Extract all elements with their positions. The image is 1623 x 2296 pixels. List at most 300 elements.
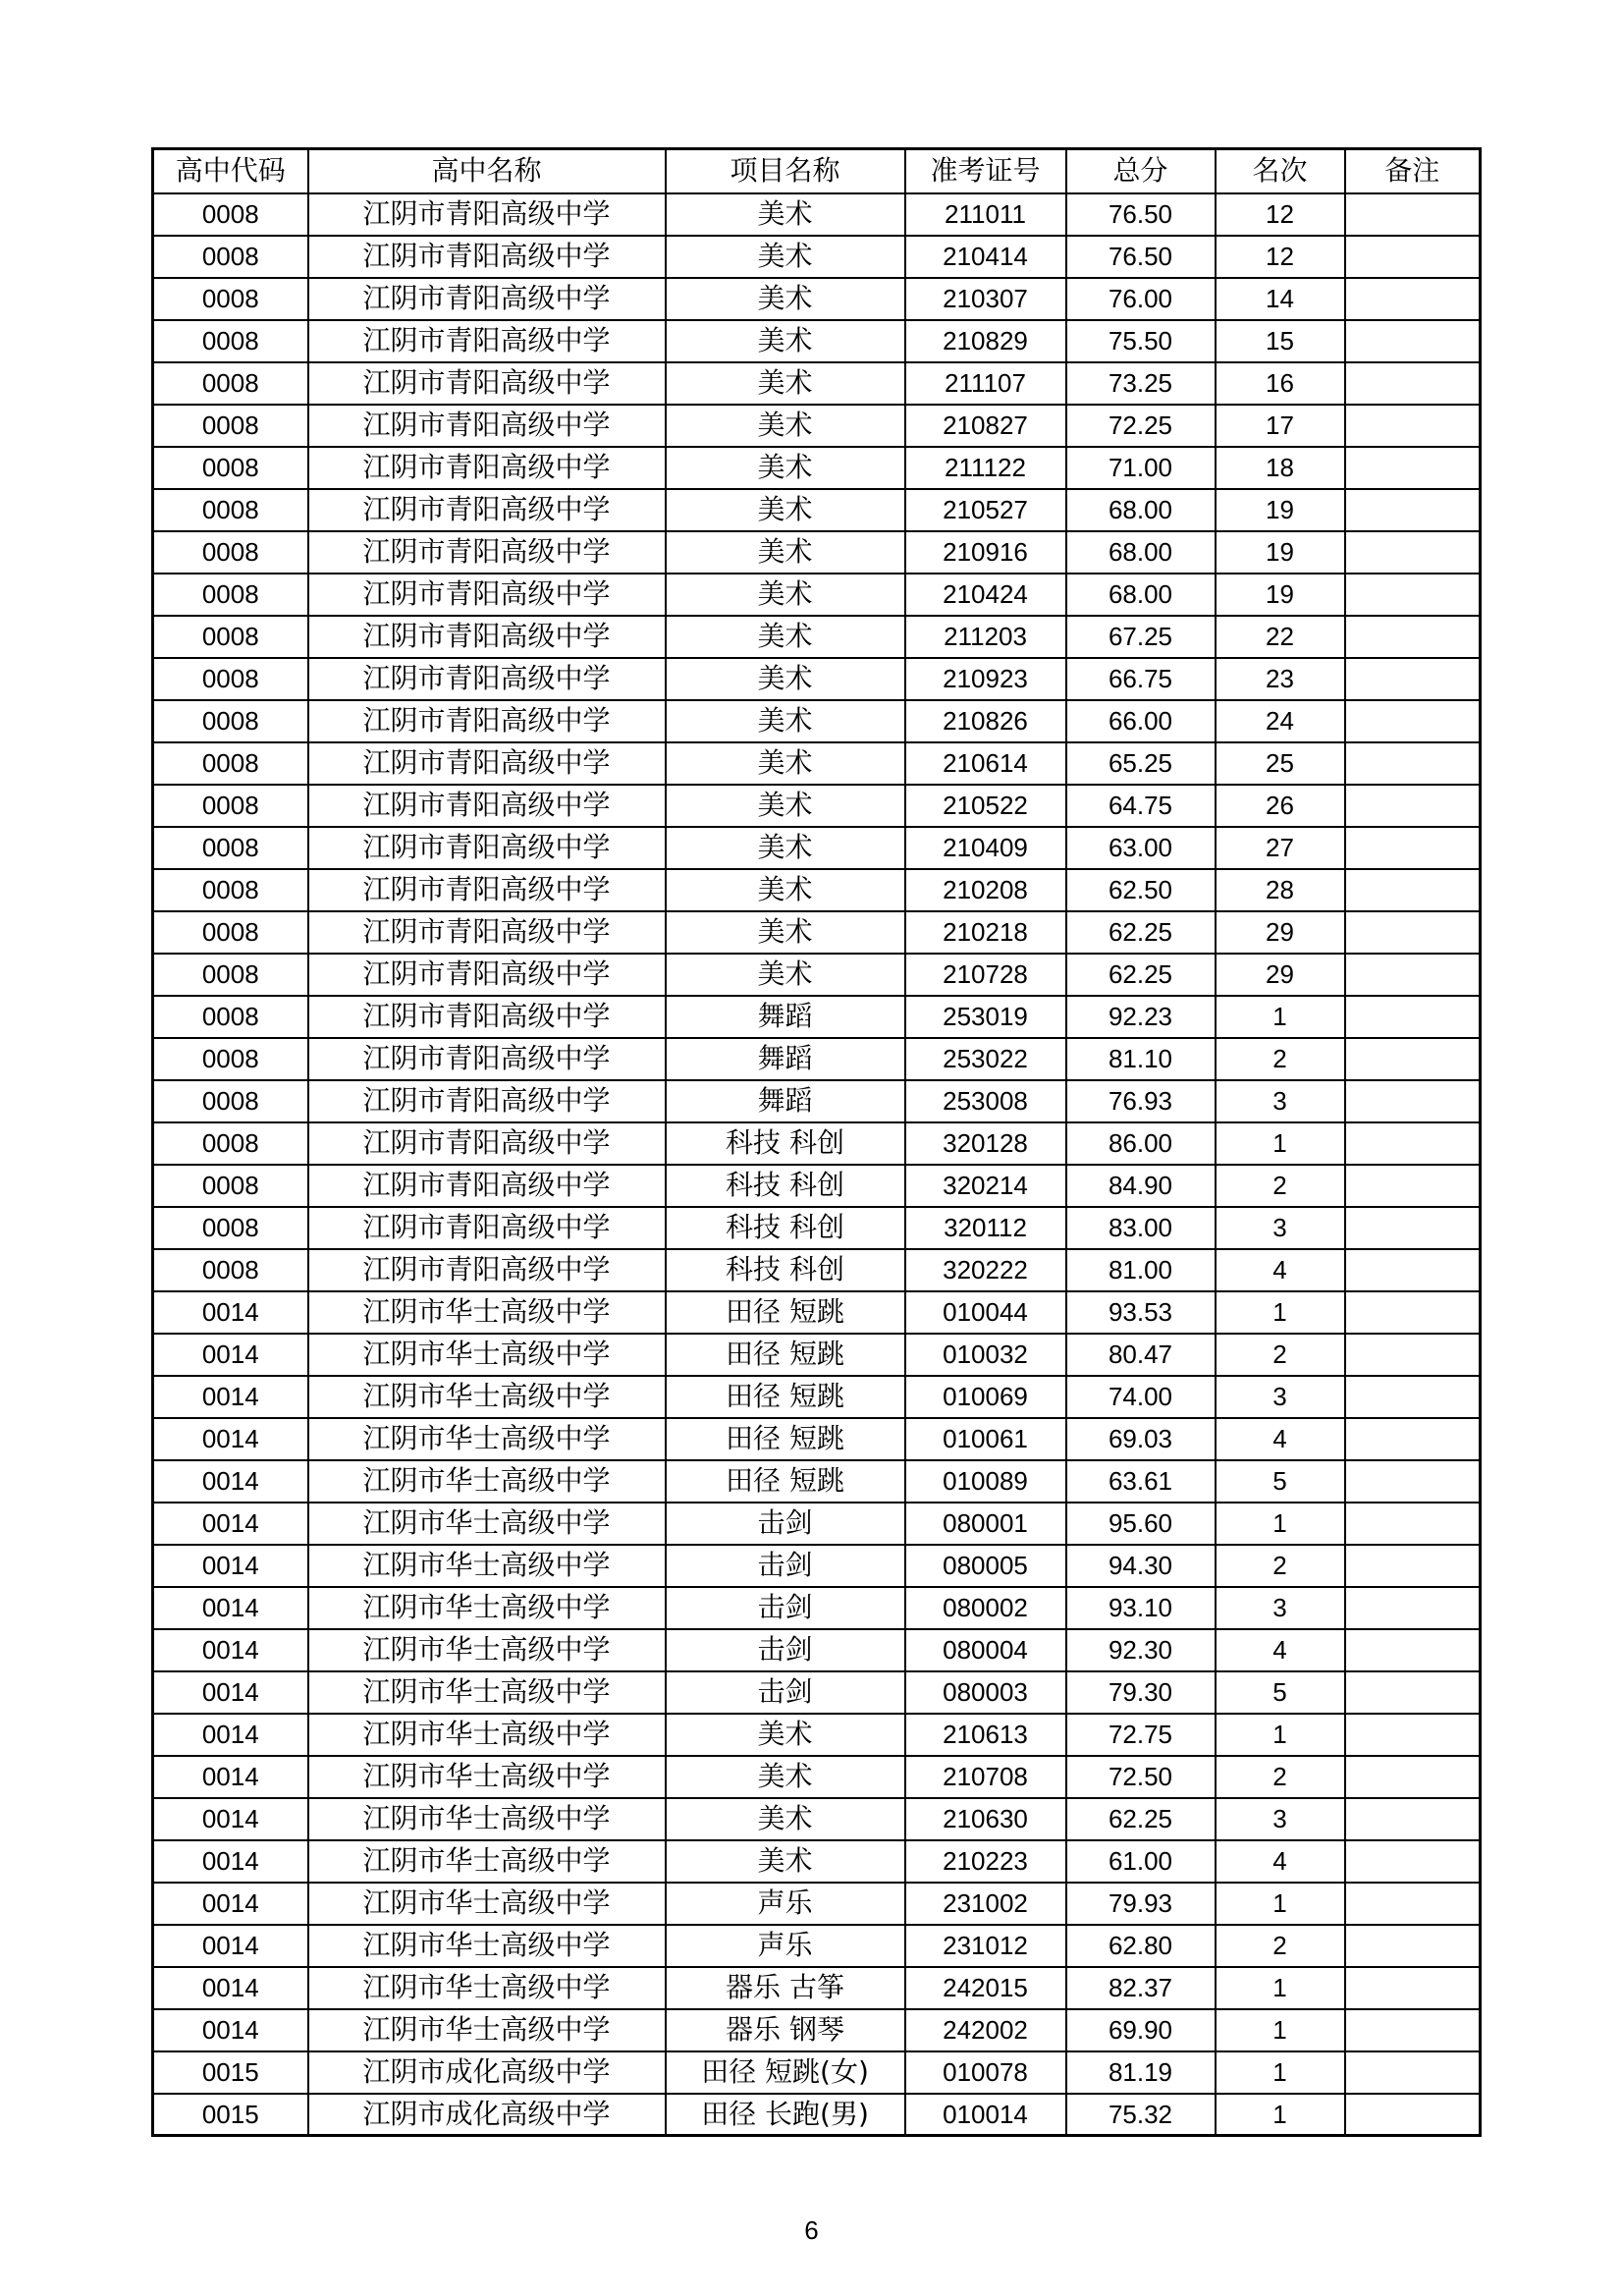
school-name-cell: 江阴市华士高级中学 xyxy=(308,1798,666,1840)
project-name-cell: 击剑 xyxy=(666,1587,905,1629)
remarks-cell xyxy=(1345,1714,1481,1756)
total-score-cell: 68.00 xyxy=(1066,489,1216,531)
school-name-cell: 江阴市青阳高级中学 xyxy=(308,362,666,405)
project-name-cell: 美术 xyxy=(666,700,905,742)
header-school-name: 高中名称 xyxy=(308,149,666,193)
school-name-cell: 江阴市青阳高级中学 xyxy=(308,405,666,447)
remarks-cell xyxy=(1345,1291,1481,1334)
table-row xyxy=(153,1629,1481,1671)
school-name-cell: 江阴市华士高级中学 xyxy=(308,1671,666,1714)
remarks-cell xyxy=(1345,193,1481,236)
admission-number-cell: 210630 xyxy=(905,1798,1066,1840)
remarks-cell xyxy=(1345,531,1481,574)
project-name-cell: 美术 xyxy=(666,193,905,236)
total-score-cell: 79.93 xyxy=(1066,1883,1216,1925)
project-name-cell: 田径 短跳 xyxy=(666,1376,905,1418)
total-score-cell: 61.00 xyxy=(1066,1840,1216,1883)
table-row xyxy=(153,1376,1481,1418)
school-code-cell: 0008 xyxy=(153,827,308,869)
total-score-cell: 64.75 xyxy=(1066,785,1216,827)
table-row xyxy=(153,1418,1481,1460)
total-score-cell: 95.60 xyxy=(1066,1503,1216,1545)
school-name-cell: 江阴市华士高级中学 xyxy=(308,1418,666,1460)
remarks-cell xyxy=(1345,447,1481,489)
remarks-cell xyxy=(1345,2009,1481,2051)
project-name-cell: 器乐 钢琴 xyxy=(666,2009,905,2051)
school-code-cell: 0014 xyxy=(153,1376,308,1418)
rank-cell: 1 xyxy=(1216,2094,1345,2136)
remarks-cell xyxy=(1345,1122,1481,1165)
remarks-cell xyxy=(1345,1418,1481,1460)
project-name-cell: 器乐 古筝 xyxy=(666,1967,905,2009)
admission-number-cell: 080003 xyxy=(905,1671,1066,1714)
school-code-cell: 0008 xyxy=(153,742,308,785)
remarks-cell xyxy=(1345,1925,1481,1967)
table-row xyxy=(153,869,1481,911)
table-row xyxy=(153,1714,1481,1756)
admission-number-cell: 320214 xyxy=(905,1165,1066,1207)
total-score-cell: 62.50 xyxy=(1066,869,1216,911)
remarks-cell xyxy=(1345,1080,1481,1122)
table-row xyxy=(153,320,1481,362)
table-row xyxy=(153,1756,1481,1798)
school-name-cell: 江阴市青阳高级中学 xyxy=(308,700,666,742)
project-name-cell: 美术 xyxy=(666,911,905,954)
admission-number-cell: 253008 xyxy=(905,1080,1066,1122)
project-name-cell: 美术 xyxy=(666,954,905,996)
school-name-cell: 江阴市青阳高级中学 xyxy=(308,1165,666,1207)
rank-cell: 28 xyxy=(1216,869,1345,911)
admission-number-cell: 010032 xyxy=(905,1334,1066,1376)
rank-cell: 5 xyxy=(1216,1460,1345,1503)
admission-number-cell: 010044 xyxy=(905,1291,1066,1334)
total-score-cell: 62.25 xyxy=(1066,954,1216,996)
remarks-cell xyxy=(1345,1671,1481,1714)
header-admission-number: 准考证号 xyxy=(905,149,1066,193)
school-code-cell: 0014 xyxy=(153,1967,308,2009)
table-row xyxy=(153,1545,1481,1587)
admission-number-cell: 320112 xyxy=(905,1207,1066,1249)
school-code-cell: 0008 xyxy=(153,1080,308,1122)
school-code-cell: 0008 xyxy=(153,574,308,616)
admission-number-cell: 210424 xyxy=(905,574,1066,616)
table-row xyxy=(153,1840,1481,1883)
school-code-cell: 0008 xyxy=(153,954,308,996)
total-score-cell: 62.80 xyxy=(1066,1925,1216,1967)
rank-cell: 2 xyxy=(1216,1038,1345,1080)
project-name-cell: 舞蹈 xyxy=(666,996,905,1038)
school-name-cell: 江阴市青阳高级中学 xyxy=(308,785,666,827)
table-row xyxy=(153,996,1481,1038)
remarks-cell xyxy=(1345,827,1481,869)
school-name-cell: 江阴市青阳高级中学 xyxy=(308,193,666,236)
table-row xyxy=(153,700,1481,742)
admission-number-cell: 210829 xyxy=(905,320,1066,362)
total-score-cell: 93.10 xyxy=(1066,1587,1216,1629)
total-score-cell: 81.00 xyxy=(1066,1249,1216,1291)
project-name-cell: 舞蹈 xyxy=(666,1038,905,1080)
remarks-cell xyxy=(1345,278,1481,320)
project-name-cell: 击剑 xyxy=(666,1545,905,1587)
project-name-cell: 美术 xyxy=(666,236,905,278)
admission-number-cell: 210613 xyxy=(905,1714,1066,1756)
admission-number-cell: 242015 xyxy=(905,1967,1066,2009)
rank-cell: 22 xyxy=(1216,616,1345,658)
school-name-cell: 江阴市华士高级中学 xyxy=(308,1376,666,1418)
rank-cell: 16 xyxy=(1216,362,1345,405)
admission-number-cell: 010069 xyxy=(905,1376,1066,1418)
rank-cell: 19 xyxy=(1216,489,1345,531)
school-code-cell: 0014 xyxy=(153,1460,308,1503)
admission-number-cell: 211107 xyxy=(905,362,1066,405)
remarks-cell xyxy=(1345,405,1481,447)
school-code-cell: 0008 xyxy=(153,869,308,911)
admission-number-cell: 210827 xyxy=(905,405,1066,447)
total-score-cell: 76.50 xyxy=(1066,193,1216,236)
school-name-cell: 江阴市青阳高级中学 xyxy=(308,996,666,1038)
remarks-cell xyxy=(1345,700,1481,742)
total-score-cell: 68.00 xyxy=(1066,531,1216,574)
total-score-cell: 72.50 xyxy=(1066,1756,1216,1798)
table-row xyxy=(153,1798,1481,1840)
total-score-cell: 75.32 xyxy=(1066,2094,1216,2136)
total-score-cell: 86.00 xyxy=(1066,1122,1216,1165)
school-code-cell: 0008 xyxy=(153,278,308,320)
total-score-cell: 83.00 xyxy=(1066,1207,1216,1249)
school-name-cell: 江阴市华士高级中学 xyxy=(308,1925,666,1967)
remarks-cell xyxy=(1345,1629,1481,1671)
admission-number-cell: 010078 xyxy=(905,2051,1066,2094)
admission-number-cell: 210728 xyxy=(905,954,1066,996)
admission-number-cell: 010061 xyxy=(905,1418,1066,1460)
admission-number-cell: 210826 xyxy=(905,700,1066,742)
rank-cell: 12 xyxy=(1216,193,1345,236)
admission-number-cell: 231002 xyxy=(905,1883,1066,1925)
rank-cell: 3 xyxy=(1216,1207,1345,1249)
table-row xyxy=(153,1883,1481,1925)
table-row xyxy=(153,616,1481,658)
remarks-cell xyxy=(1345,1756,1481,1798)
total-score-cell: 76.93 xyxy=(1066,1080,1216,1122)
school-code-cell: 0008 xyxy=(153,362,308,405)
total-score-cell: 82.37 xyxy=(1066,1967,1216,2009)
school-name-cell: 江阴市青阳高级中学 xyxy=(308,616,666,658)
school-name-cell: 江阴市青阳高级中学 xyxy=(308,236,666,278)
project-name-cell: 美术 xyxy=(666,785,905,827)
table-row xyxy=(153,1334,1481,1376)
project-name-cell: 舞蹈 xyxy=(666,1080,905,1122)
rank-cell: 19 xyxy=(1216,574,1345,616)
rank-cell: 4 xyxy=(1216,1249,1345,1291)
school-name-cell: 江阴市青阳高级中学 xyxy=(308,954,666,996)
rank-cell: 23 xyxy=(1216,658,1345,700)
table-row xyxy=(153,911,1481,954)
school-code-cell: 0015 xyxy=(153,2051,308,2094)
rank-cell: 5 xyxy=(1216,1671,1345,1714)
remarks-cell xyxy=(1345,742,1481,785)
rank-cell: 25 xyxy=(1216,742,1345,785)
table-row xyxy=(153,2009,1481,2051)
remarks-cell xyxy=(1345,1249,1481,1291)
total-score-cell: 66.00 xyxy=(1066,700,1216,742)
school-code-cell: 0008 xyxy=(153,447,308,489)
admission-number-cell: 210208 xyxy=(905,869,1066,911)
admission-number-cell: 210409 xyxy=(905,827,1066,869)
rank-cell: 4 xyxy=(1216,1840,1345,1883)
rank-cell: 1 xyxy=(1216,1967,1345,2009)
project-name-cell: 科技 科创 xyxy=(666,1122,905,1165)
table-row xyxy=(153,785,1481,827)
table-row xyxy=(153,1249,1481,1291)
project-name-cell: 美术 xyxy=(666,278,905,320)
school-name-cell: 江阴市华士高级中学 xyxy=(308,1756,666,1798)
school-code-cell: 0014 xyxy=(153,1629,308,1671)
rank-cell: 26 xyxy=(1216,785,1345,827)
school-name-cell: 江阴市青阳高级中学 xyxy=(308,827,666,869)
school-code-cell: 0008 xyxy=(153,531,308,574)
school-code-cell: 0014 xyxy=(153,1291,308,1334)
school-name-cell: 江阴市青阳高级中学 xyxy=(308,531,666,574)
admission-number-cell: 080002 xyxy=(905,1587,1066,1629)
admission-number-cell: 080004 xyxy=(905,1629,1066,1671)
remarks-cell xyxy=(1345,574,1481,616)
admission-number-cell: 231012 xyxy=(905,1925,1066,1967)
admission-number-cell: 210414 xyxy=(905,236,1066,278)
school-name-cell: 江阴市青阳高级中学 xyxy=(308,489,666,531)
rank-cell: 12 xyxy=(1216,236,1345,278)
remarks-cell xyxy=(1345,1503,1481,1545)
project-name-cell: 美术 xyxy=(666,1840,905,1883)
admission-number-cell: 211203 xyxy=(905,616,1066,658)
remarks-cell xyxy=(1345,1376,1481,1418)
rank-cell: 1 xyxy=(1216,1291,1345,1334)
table-row xyxy=(153,1291,1481,1334)
school-code-cell: 0008 xyxy=(153,1038,308,1080)
school-code-cell: 0014 xyxy=(153,1798,308,1840)
table-row xyxy=(153,658,1481,700)
table-row xyxy=(153,1460,1481,1503)
total-score-cell: 84.90 xyxy=(1066,1165,1216,1207)
total-score-cell: 75.50 xyxy=(1066,320,1216,362)
table-row xyxy=(153,278,1481,320)
school-name-cell: 江阴市青阳高级中学 xyxy=(308,1080,666,1122)
total-score-cell: 69.90 xyxy=(1066,2009,1216,2051)
school-code-cell: 0014 xyxy=(153,1756,308,1798)
admission-number-cell: 210614 xyxy=(905,742,1066,785)
header-total-score: 总分 xyxy=(1066,149,1216,193)
total-score-cell: 81.10 xyxy=(1066,1038,1216,1080)
remarks-cell xyxy=(1345,1207,1481,1249)
project-name-cell: 美术 xyxy=(666,574,905,616)
total-score-cell: 74.00 xyxy=(1066,1376,1216,1418)
remarks-cell xyxy=(1345,1840,1481,1883)
admission-number-cell: 242002 xyxy=(905,2009,1066,2051)
project-name-cell: 田径 短跳(女) xyxy=(666,2051,905,2094)
total-score-cell: 63.00 xyxy=(1066,827,1216,869)
project-name-cell: 科技 科创 xyxy=(666,1249,905,1291)
admission-number-cell: 211011 xyxy=(905,193,1066,236)
school-name-cell: 江阴市青阳高级中学 xyxy=(308,742,666,785)
rank-cell: 2 xyxy=(1216,1756,1345,1798)
project-name-cell: 击剑 xyxy=(666,1503,905,1545)
header-remarks: 备注 xyxy=(1345,149,1481,193)
project-name-cell: 美术 xyxy=(666,1798,905,1840)
table-row xyxy=(153,1038,1481,1080)
school-name-cell: 江阴市华士高级中学 xyxy=(308,1503,666,1545)
school-code-cell: 0008 xyxy=(153,489,308,531)
rank-cell: 3 xyxy=(1216,1798,1345,1840)
total-score-cell: 92.30 xyxy=(1066,1629,1216,1671)
school-name-cell: 江阴市华士高级中学 xyxy=(308,1883,666,1925)
admission-number-cell: 210923 xyxy=(905,658,1066,700)
remarks-cell xyxy=(1345,2094,1481,2136)
school-name-cell: 江阴市青阳高级中学 xyxy=(308,911,666,954)
school-name-cell: 江阴市青阳高级中学 xyxy=(308,278,666,320)
table-row xyxy=(153,1925,1481,1967)
total-score-cell: 81.19 xyxy=(1066,2051,1216,2094)
table-row xyxy=(153,1503,1481,1545)
total-score-cell: 76.50 xyxy=(1066,236,1216,278)
table-row xyxy=(153,1587,1481,1629)
rank-cell: 3 xyxy=(1216,1080,1345,1122)
remarks-cell xyxy=(1345,2051,1481,2094)
school-code-cell: 0008 xyxy=(153,320,308,362)
table-row xyxy=(153,2051,1481,2094)
table-row xyxy=(153,405,1481,447)
admission-number-cell: 010014 xyxy=(905,2094,1066,2136)
school-name-cell: 江阴市青阳高级中学 xyxy=(308,1207,666,1249)
table-row xyxy=(153,2094,1481,2136)
remarks-cell xyxy=(1345,911,1481,954)
rank-cell: 17 xyxy=(1216,405,1345,447)
school-code-cell: 0014 xyxy=(153,1334,308,1376)
school-name-cell: 江阴市青阳高级中学 xyxy=(308,869,666,911)
admission-number-cell: 320222 xyxy=(905,1249,1066,1291)
table-row xyxy=(153,1967,1481,2009)
total-score-cell: 80.47 xyxy=(1066,1334,1216,1376)
rank-cell: 1 xyxy=(1216,2009,1345,2051)
admission-number-cell: 080001 xyxy=(905,1503,1066,1545)
school-code-cell: 0014 xyxy=(153,1714,308,1756)
total-score-cell: 65.25 xyxy=(1066,742,1216,785)
school-code-cell: 0008 xyxy=(153,911,308,954)
rank-cell: 2 xyxy=(1216,1165,1345,1207)
admission-number-cell: 211122 xyxy=(905,447,1066,489)
school-name-cell: 江阴市青阳高级中学 xyxy=(308,1122,666,1165)
project-name-cell: 击剑 xyxy=(666,1671,905,1714)
rank-cell: 14 xyxy=(1216,278,1345,320)
table-body xyxy=(153,193,1481,2136)
table-row xyxy=(153,574,1481,616)
total-score-cell: 71.00 xyxy=(1066,447,1216,489)
school-name-cell: 江阴市华士高级中学 xyxy=(308,2009,666,2051)
project-name-cell: 美术 xyxy=(666,320,905,362)
admission-number-cell: 010089 xyxy=(905,1460,1066,1503)
school-name-cell: 江阴市青阳高级中学 xyxy=(308,658,666,700)
school-name-cell: 江阴市华士高级中学 xyxy=(308,1840,666,1883)
rank-cell: 29 xyxy=(1216,954,1345,996)
rank-cell: 2 xyxy=(1216,1334,1345,1376)
school-name-cell: 江阴市华士高级中学 xyxy=(308,1714,666,1756)
admission-number-cell: 210307 xyxy=(905,278,1066,320)
total-score-cell: 62.25 xyxy=(1066,911,1216,954)
school-name-cell: 江阴市青阳高级中学 xyxy=(308,320,666,362)
admission-number-cell: 210527 xyxy=(905,489,1066,531)
school-code-cell: 0008 xyxy=(153,616,308,658)
school-name-cell: 江阴市青阳高级中学 xyxy=(308,1249,666,1291)
project-name-cell: 击剑 xyxy=(666,1629,905,1671)
rank-cell: 29 xyxy=(1216,911,1345,954)
school-code-cell: 0008 xyxy=(153,236,308,278)
project-name-cell: 声乐 xyxy=(666,1883,905,1925)
remarks-cell xyxy=(1345,785,1481,827)
total-score-cell: 68.00 xyxy=(1066,574,1216,616)
school-name-cell: 江阴市青阳高级中学 xyxy=(308,574,666,616)
table-row xyxy=(153,489,1481,531)
school-name-cell: 江阴市华士高级中学 xyxy=(308,1291,666,1334)
remarks-cell xyxy=(1345,1165,1481,1207)
school-code-cell: 0014 xyxy=(153,1671,308,1714)
school-code-cell: 0008 xyxy=(153,1249,308,1291)
project-name-cell: 美术 xyxy=(666,869,905,911)
header-school-code: 高中代码 xyxy=(153,149,308,193)
rank-cell: 1 xyxy=(1216,1883,1345,1925)
school-name-cell: 江阴市华士高级中学 xyxy=(308,1629,666,1671)
header-rank: 名次 xyxy=(1216,149,1345,193)
table-row xyxy=(153,1165,1481,1207)
table-row xyxy=(153,531,1481,574)
rank-cell: 19 xyxy=(1216,531,1345,574)
page-number: 6 xyxy=(804,2215,819,2245)
school-code-cell: 0008 xyxy=(153,658,308,700)
table-row xyxy=(153,1080,1481,1122)
rank-cell: 1 xyxy=(1216,1714,1345,1756)
total-score-cell: 69.03 xyxy=(1066,1418,1216,1460)
school-code-cell: 0014 xyxy=(153,1925,308,1967)
table-row xyxy=(153,1671,1481,1714)
score-table xyxy=(151,147,1482,2137)
total-score-cell: 94.30 xyxy=(1066,1545,1216,1587)
school-code-cell: 0008 xyxy=(153,1165,308,1207)
remarks-cell xyxy=(1345,954,1481,996)
rank-cell: 15 xyxy=(1216,320,1345,362)
project-name-cell: 声乐 xyxy=(666,1925,905,1967)
rank-cell: 18 xyxy=(1216,447,1345,489)
rank-cell: 4 xyxy=(1216,1418,1345,1460)
school-code-cell: 0014 xyxy=(153,1587,308,1629)
remarks-cell xyxy=(1345,489,1481,531)
total-score-cell: 93.53 xyxy=(1066,1291,1216,1334)
remarks-cell xyxy=(1345,1038,1481,1080)
total-score-cell: 92.23 xyxy=(1066,996,1216,1038)
school-name-cell: 江阴市华士高级中学 xyxy=(308,1334,666,1376)
table-row xyxy=(153,827,1481,869)
project-name-cell: 美术 xyxy=(666,658,905,700)
total-score-cell: 76.00 xyxy=(1066,278,1216,320)
rank-cell: 1 xyxy=(1216,996,1345,1038)
rank-cell: 2 xyxy=(1216,1545,1345,1587)
rank-cell: 1 xyxy=(1216,2051,1345,2094)
school-code-cell: 0008 xyxy=(153,996,308,1038)
admission-number-cell: 210223 xyxy=(905,1840,1066,1883)
rank-cell: 4 xyxy=(1216,1629,1345,1671)
school-code-cell: 0014 xyxy=(153,1840,308,1883)
rank-cell: 27 xyxy=(1216,827,1345,869)
project-name-cell: 田径 短跳 xyxy=(666,1291,905,1334)
remarks-cell xyxy=(1345,362,1481,405)
admission-number-cell: 210916 xyxy=(905,531,1066,574)
school-name-cell: 江阴市成化高级中学 xyxy=(308,2051,666,2094)
